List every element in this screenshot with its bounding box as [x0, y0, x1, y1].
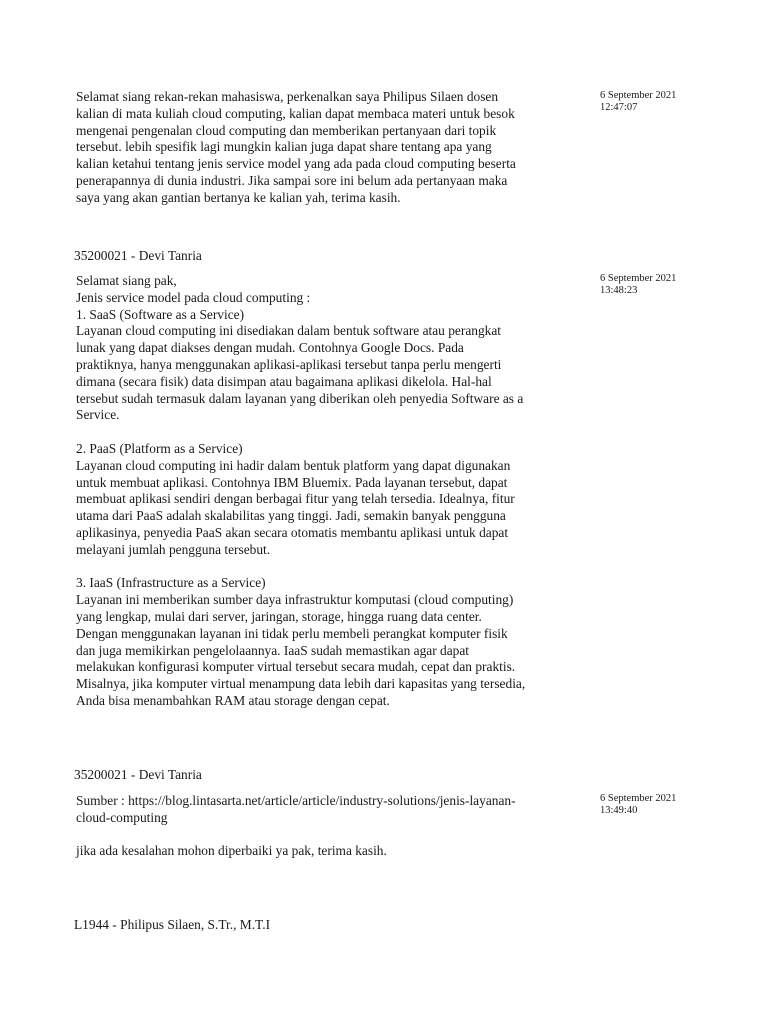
post-timestamp: 6 September 2021 12:47:07: [600, 90, 677, 113]
post-timestamp: 6 September 2021 13:48:23: [600, 273, 677, 296]
post-body: Selamat siang rekan-rekan mahasiswa, perkenalkan saya Philipus Silaen dosen kalian di mata kuliah cloud computing, kalian dapat membaca materi untuk besok mengenai pengenalan cloud computing dan memberikan pertanyaan dari topik tersebut. lebih spesifik lagi mungkin kalian juga dapat share tentang apa yang kalian ketahui tentang jenis service model yang ada pada cloud computing beserta penerapannya di dunia industri. Jika sampai sore ini belum ada pertanyaan maka saya yang akan gantian bertanya ke kalian yah, terima kasih.: [76, 89, 516, 205]
next-post-author: L1944 - Philipus Silaen, S.Tr., M.T.I: [74, 917, 271, 932]
post-author: 35200021 - Devi Tanria: [74, 767, 202, 782]
post-author: 35200021 - Devi Tanria: [74, 248, 202, 263]
post-body: Sumber : https://blog.lintasarta.net/article/article/industry-solutions/jenis-layanan- cloud-computing jika ada kesalahan mohon diperbaiki ya pak, terima kasih.: [76, 793, 516, 859]
post-timestamp: 6 September 2021 13:49:40: [600, 793, 677, 816]
post-body: Selamat siang pak, Jenis service model pada cloud computing : 1. SaaS (Software as a Service) Layanan cloud computing ini disediakan dalam bentuk software atau perangkat lunak yang dapat diakses dengan mudah. Contohnya Google Docs. Pada praktiknya, hanya menggunakan aplikasi-aplikasi tersebut tanpa perlu mengerti dimana (secara fisik) data disimpan atau bagaimana aplikasi dikelola. Hal-hal tersebut sudah termasuk dalam layanan yang diberikan oleh penyedia Software as a Service. 2. PaaS (Platform as a Service) Layanan cloud computing ini hadir dalam bentuk platform yang dapat digunakan untuk membuat aplikasi. Contohnya IBM Bluemix. Pada layanan tersebut, dapat membuat aplikasi sendiri dengan berbagai fitur yang telah tersedia. Idealnya, fitur utama dari PaaS adalah skalabilitas yang tinggi. Jadi, semakin banyak pengguna aplikasinya, penyedia PaaS akan secara otomatis membantu aplikasi untuk dapat melayani jumlah pengguna tersebut. 3. IaaS (Infrastructure as a Service) Layanan ini memberikan sumber daya infrastruktur komputasi (cloud computing) yang lengkap, mulai dari server, jaringan, storage, hingga ruang data center. Dengan menggunakan layanan ini tidak perlu membeli perangkat komputer fisik dan juga memikirkan pengelolaannya. IaaS sudah memastikan agar dapat melakukan konfigurasi komputer virtual tersebut secara mudah, cepat dan praktis. Misalnya, jika komputer virtual menampung data lebih dari kapasitas yang tersedia, Anda bisa menambahkan RAM atau storage dengan cepat.: [76, 273, 526, 708]
